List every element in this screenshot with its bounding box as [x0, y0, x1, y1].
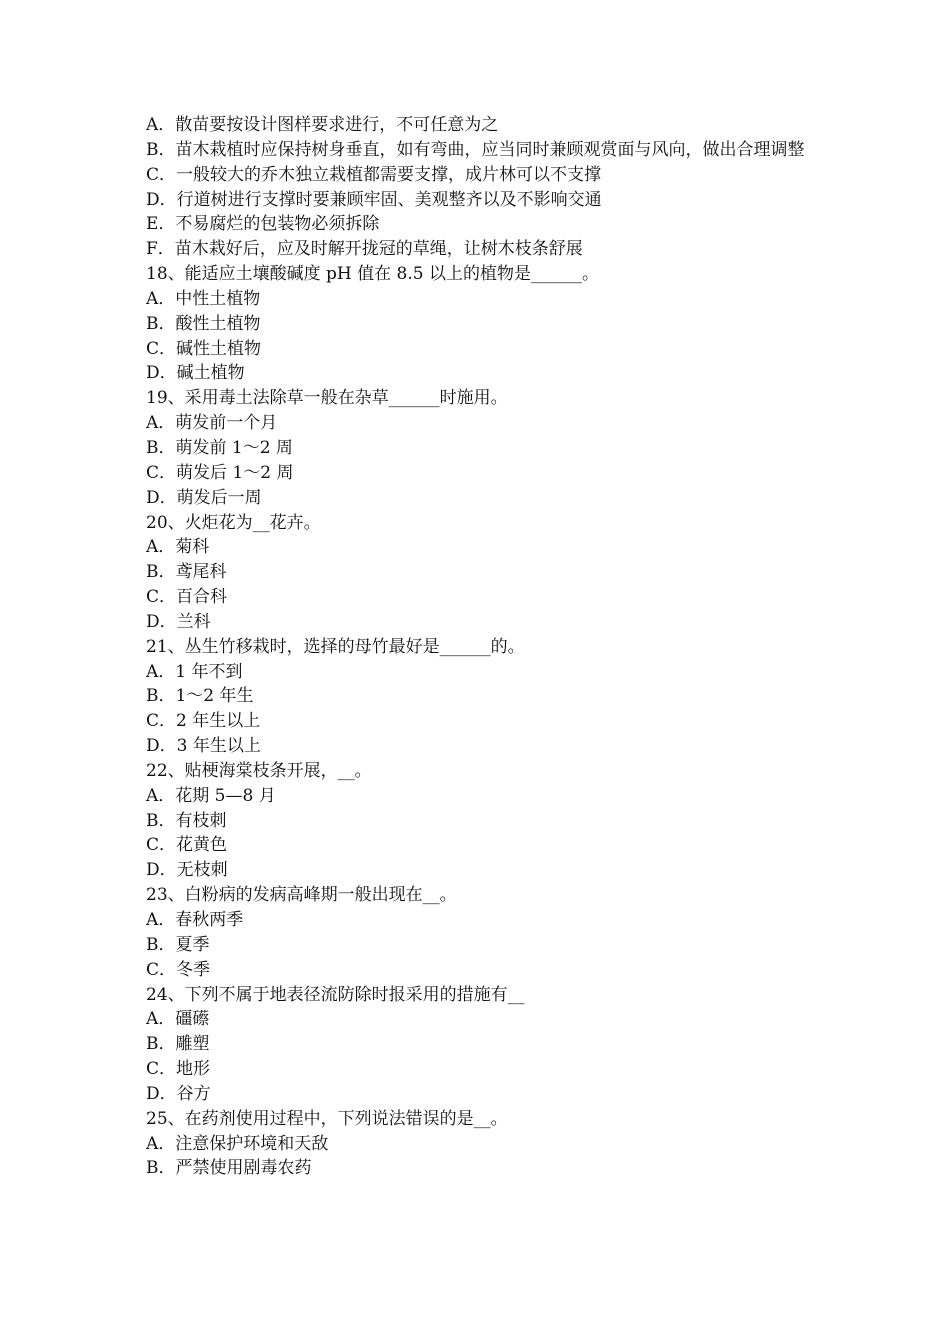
question-stem: 25、在药剂使用过程中，下列说法错误的是__。 [146, 1108, 508, 1129]
question-21 [146, 635, 826, 759]
option-a: A．1 年不到 [146, 661, 243, 682]
option-a: A．春秋两季 [146, 910, 244, 930]
option-a: A．萌发前一个月 [146, 413, 278, 434]
option-c: C．百合科 [146, 587, 228, 608]
option-c: C．花黄色 [146, 835, 228, 856]
option-a: A．礓礤 [146, 1009, 210, 1030]
option-f: F．苗木栽好后，应及时解开拢冠的草绳，让树木枝条舒展 [146, 239, 583, 260]
option-b: B．萌发前 1～2 周 [146, 437, 293, 458]
question-stem: 24、下列不属于地表径流防除时报采用的措施有__ [146, 984, 525, 1005]
question-22 [146, 759, 826, 883]
option-c: C．萌发后 1～2 周 [146, 462, 294, 483]
question-stem: 23、白粉病的发病高峰期一般出现在__。 [146, 885, 457, 906]
option-b: B．1～2 年生 [146, 686, 254, 707]
option-d: D．兰科 [146, 611, 211, 632]
option-b: B．有枝刺 [146, 810, 227, 831]
option-d: D．3 年生以上 [146, 736, 261, 757]
option-b: B．酸性土植物 [146, 313, 261, 334]
option-a: A．散苗要按设计图样要求进行，不可任意为之 [146, 115, 499, 135]
question-24 [146, 983, 826, 1107]
question-stem: 21、丛生竹移栽时，选择的母竹最好是______的。 [146, 636, 525, 657]
option-c: C．地形 [146, 1059, 211, 1080]
question-stem: 19、采用毒土法除草一般在杂草______时施用。 [146, 388, 508, 409]
question-20 [146, 511, 826, 635]
question-19 [146, 386, 826, 510]
option-e: E．不易腐烂的包装物必须拆除 [146, 214, 380, 235]
option-d: D．碱土植物 [146, 363, 245, 384]
option-c: C．一般较大的乔木独立栽植都需要支撑，成片林可以不支撑 [146, 164, 602, 185]
option-c: C．冬季 [146, 959, 211, 980]
question-stem: 22、贴梗海棠枝条开展，__。 [146, 760, 372, 781]
option-b: B．雕塑 [146, 1034, 210, 1055]
option-a: A．菊科 [146, 537, 210, 558]
option-d: D．萌发后一周 [146, 487, 262, 508]
document-body [146, 113, 826, 1181]
question-23 [146, 883, 826, 982]
option-c: C．碱性土植物 [146, 338, 262, 359]
option-b: B．鸢尾科 [146, 562, 227, 583]
option-b: B．夏季 [146, 934, 210, 955]
option-b: B．严禁使用剧毒农药 [146, 1158, 312, 1179]
question-stem: 20、火炬花为__花卉。 [146, 512, 321, 533]
option-d: D．谷方 [146, 1083, 211, 1104]
option-b: B．苗木栽植时应保持树身垂直，如有弯曲，应当同时兼顾观赏面与风向，做出合理调整 [146, 139, 805, 160]
question-18 [146, 262, 826, 386]
option-a: A．中性土植物 [146, 288, 261, 309]
question-stem: 18、能适应土壤酸碱度 pH 值在 8.5 以上的植物是______。 [146, 264, 599, 285]
option-c: C．2 年生以上 [146, 711, 261, 732]
option-a: A．注意保护环境和天敌 [146, 1133, 329, 1154]
option-d: D．无枝刺 [146, 860, 228, 881]
option-d: D．行道树进行支撑时要兼顾牢固、美观整齐以及不影响交通 [146, 189, 602, 210]
continued-options [146, 113, 826, 262]
option-a: A．花期 5—8 月 [146, 785, 276, 806]
question-25 [146, 1107, 826, 1182]
